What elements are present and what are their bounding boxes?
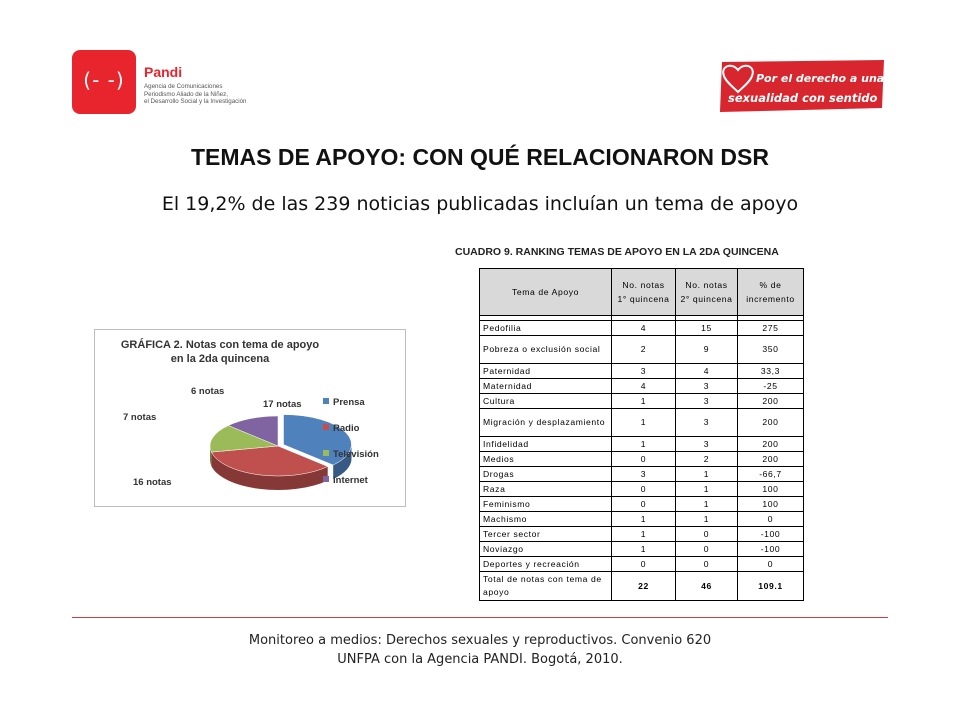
table-cell-tema: Deportes y recreación	[480, 557, 612, 572]
table-total-value: 22	[612, 572, 676, 601]
table-cell-tema: Cultura	[480, 394, 612, 409]
table-total-value: 46	[676, 572, 738, 601]
table-cell-value: 1	[676, 512, 738, 527]
table-row	[480, 452, 804, 467]
dsr-campaign-logo	[716, 58, 888, 114]
header-notas-1	[612, 269, 676, 316]
header-notas-2	[676, 269, 738, 316]
table-caption: CUADRO 9. RANKING TEMAS DE APOYO EN LA 2DA QUINCENA	[455, 246, 779, 258]
header-text: 2° quincena	[680, 294, 733, 304]
header-tema	[480, 269, 612, 316]
table-cell-value: 200	[738, 409, 804, 437]
table-row	[480, 482, 804, 497]
table-cell-value: 1	[676, 467, 738, 482]
table-total-label: Total de notas con tema de apoyo	[480, 572, 612, 601]
table-cell-value: 100	[738, 482, 804, 497]
pandi-tagline	[144, 83, 284, 106]
table-cell-value: 350	[738, 336, 804, 364]
table-row	[480, 364, 804, 379]
table-cell-value: 0	[738, 512, 804, 527]
table-cell-value: -66,7	[738, 467, 804, 482]
table-cell-value: 2	[676, 452, 738, 467]
pie-chart-panel	[94, 329, 406, 507]
table-row	[480, 467, 804, 482]
header-text: 1° quincena	[617, 294, 670, 304]
table-row	[480, 394, 804, 409]
table-cell-value: 200	[738, 437, 804, 452]
table-cell-tema: Migración y desplazamiento	[480, 409, 612, 437]
page-title: TEMAS DE APOYO: CON QUÉ RELACIONARON DSR	[190, 144, 769, 170]
ranking-table	[479, 268, 804, 601]
table-cell-value: 3	[676, 379, 738, 394]
table-cell-tema: Maternidad	[480, 379, 612, 394]
table-row	[480, 512, 804, 527]
table-row	[480, 336, 804, 364]
dsr-logo-line2: sexualidad con sentido	[728, 91, 878, 105]
table-cell-value: 0	[612, 497, 676, 512]
table-cell-value: 275	[738, 321, 804, 336]
legend-label: Radio	[333, 423, 360, 434]
table-cell-tema: Pobreza o exclusión social	[480, 336, 612, 364]
legend-swatch	[323, 424, 329, 430]
header-text: % de	[759, 280, 782, 290]
table-total-row	[480, 572, 804, 601]
table-cell-tema: Drogas	[480, 467, 612, 482]
table-header-row	[480, 269, 804, 316]
footer-citation	[0, 631, 960, 669]
table-row	[480, 437, 804, 452]
table-cell-value: 4	[676, 364, 738, 379]
table-cell-value: -25	[738, 379, 804, 394]
table-cell-value: 1	[612, 409, 676, 437]
table-cell-value: 1	[612, 437, 676, 452]
pie-data-label: 7 notas	[123, 412, 157, 423]
table-cell-tema: Pedofilia	[480, 321, 612, 336]
table-cell-value: 0	[738, 557, 804, 572]
table-cell-value: 4	[612, 379, 676, 394]
pandi-tagline-line: Agencia de Comunicaciones	[144, 83, 223, 90]
table-cell-tema: Paternidad	[480, 364, 612, 379]
table-row	[480, 542, 804, 557]
header-text: No. notas	[685, 280, 728, 290]
header-text: No. notas	[622, 280, 665, 290]
table-cell-value: 0	[676, 542, 738, 557]
table-cell-tema: Feminismo	[480, 497, 612, 512]
pie-data-label: 17 notas	[263, 399, 302, 410]
table-cell-value: 3	[676, 394, 738, 409]
table-cell-value: 0	[676, 557, 738, 572]
pandi-tagline-line: el Desarrollo Social y la Investigación	[144, 98, 247, 105]
table-row	[480, 379, 804, 394]
pie-chart	[95, 330, 405, 506]
table-cell-value: 0	[612, 557, 676, 572]
table-cell-value: 3	[612, 364, 676, 379]
table-cell-tema: Machismo	[480, 512, 612, 527]
table-cell-value: 200	[738, 452, 804, 467]
legend-label: Internet	[333, 475, 368, 486]
table-cell-value: 100	[738, 497, 804, 512]
table-cell-value: 1	[676, 497, 738, 512]
chart-title-line: GRÁFICA 2. Notas con tema de apoyo	[120, 339, 320, 351]
legend-swatch	[323, 476, 329, 482]
table-cell-value: -100	[738, 527, 804, 542]
pandi-tagline-line: Periodismo Aliado de la Niñez,	[144, 90, 228, 98]
table-row	[480, 527, 804, 542]
pandi-logo-mark	[72, 50, 136, 114]
table-cell-tema: Infidelidad	[480, 437, 612, 452]
table-cell-value: 2	[612, 336, 676, 364]
footer-divider	[72, 617, 888, 618]
table-cell-value: 0	[676, 527, 738, 542]
table-row	[480, 497, 804, 512]
pie-data-label: 6 notas	[191, 386, 225, 397]
pandi-face-icon: (- -)	[83, 68, 125, 92]
table-cell-value: 1	[612, 394, 676, 409]
table-cell-value: 1	[612, 512, 676, 527]
header-incremento	[738, 269, 804, 316]
table-row	[480, 321, 804, 336]
table-cell-tema: Medios	[480, 452, 612, 467]
legend-swatch	[323, 398, 329, 404]
page-subtitle: El 19,2% de las 239 noticias publicadas incluían un tema de apoyo	[161, 193, 799, 215]
chart-title-line: en la 2da quincena	[170, 353, 270, 365]
table-cell-value: -100	[738, 542, 804, 557]
table-cell-value: 15	[676, 321, 738, 336]
table-cell-tema: Tercer sector	[480, 527, 612, 542]
table-cell-value: 3	[676, 409, 738, 437]
table-cell-value: 33,3	[738, 364, 804, 379]
table-cell-value: 0	[612, 452, 676, 467]
table-cell-value: 1	[612, 542, 676, 557]
table-cell-value: 200	[738, 394, 804, 409]
table-cell-value: 1	[612, 527, 676, 542]
pandi-logo	[72, 50, 272, 116]
table-cell-value: 4	[612, 321, 676, 336]
pandi-name: Pandi	[144, 64, 183, 80]
table-cell-value: 9	[676, 336, 738, 364]
legend-swatch	[323, 450, 329, 456]
table-cell-value: 1	[676, 482, 738, 497]
dsr-logo-line1: Por el derecho a una	[756, 72, 885, 85]
footer-line: Monitoreo a medios: Derechos sexuales y reproductivos. Convenio 620	[248, 633, 712, 648]
table-total-value: 109.1	[738, 572, 804, 601]
table-cell-value: 3	[612, 467, 676, 482]
table-cell-tema: Raza	[480, 482, 612, 497]
footer-line: UNFPA con la Agencia PANDI. Bogotá, 2010.	[337, 652, 623, 667]
table-cell-tema: Noviazgo	[480, 542, 612, 557]
table-row	[480, 409, 804, 437]
header-text: incremento	[746, 294, 795, 304]
legend-label: Televisión	[333, 449, 379, 460]
table-cell-value: 3	[676, 437, 738, 452]
pie-data-label: 16 notas	[133, 477, 172, 488]
legend-label: Prensa	[333, 397, 365, 408]
table-row	[480, 557, 804, 572]
header-text: Tema de Apoyo	[511, 287, 580, 297]
table-cell-value: 0	[612, 482, 676, 497]
